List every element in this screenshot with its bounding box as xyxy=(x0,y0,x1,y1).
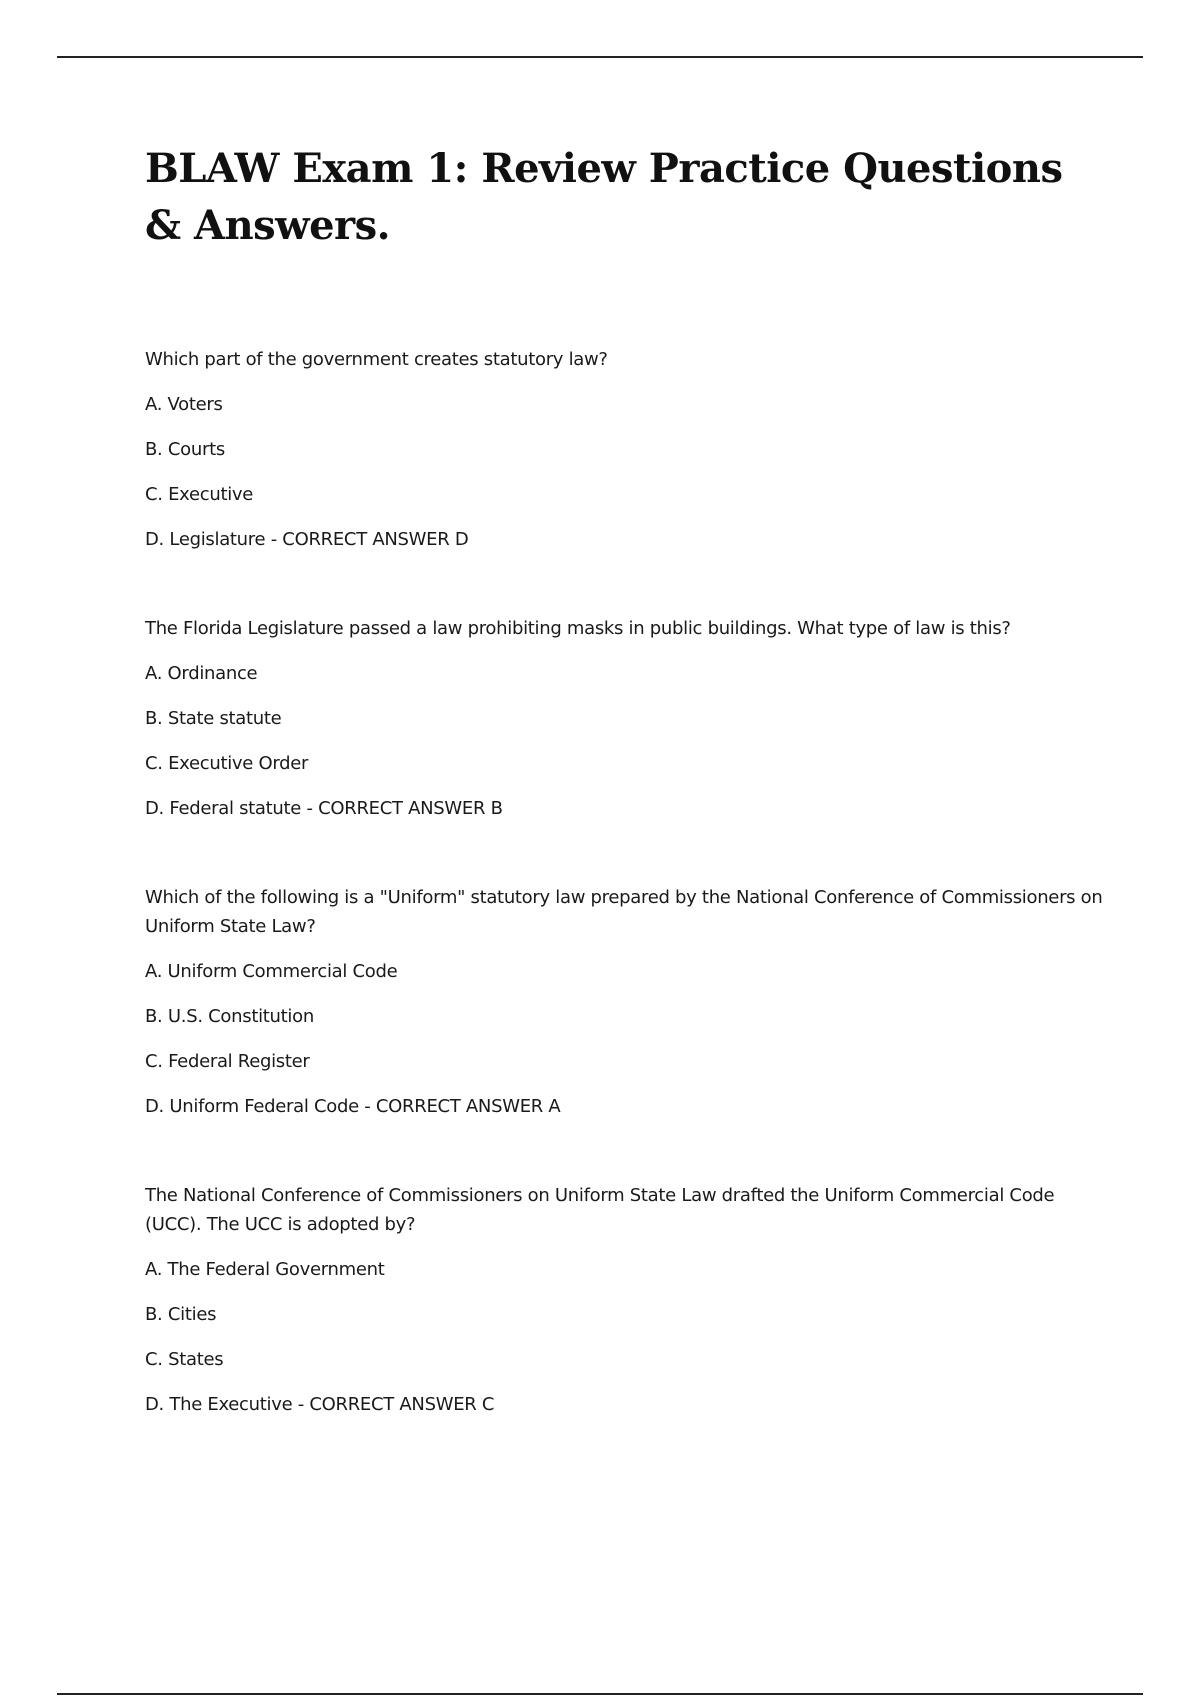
question-text: The Florida Legislature passed a law prohibiting masks in public buildings. What type of law is this? xyxy=(145,618,1011,639)
option-c: C. Executive xyxy=(145,484,254,505)
document-body xyxy=(145,140,1105,1479)
option-b: B. State statute xyxy=(145,708,282,729)
top-rule xyxy=(57,56,1143,58)
option-d-with-answer: D. Federal statute - CORRECT ANSWER B xyxy=(145,798,503,819)
option-a: A. Voters xyxy=(145,394,223,415)
question-4 xyxy=(145,1181,1105,1419)
option-c: C. Executive Order xyxy=(145,753,309,774)
option-b: B. U.S. Constitution xyxy=(145,1006,314,1027)
option-a: A. The Federal Government xyxy=(145,1259,385,1280)
question-2 xyxy=(145,614,1105,823)
option-a: A. Ordinance xyxy=(145,663,258,684)
document-title: BLAW Exam 1: Review Practice Questions & Answers. xyxy=(145,145,1063,249)
option-a: A. Uniform Commercial Code xyxy=(145,961,398,982)
question-3 xyxy=(145,883,1105,1121)
question-text: The National Conference of Commissioners on Uniform State Law drafted the Uniform Commercial Code (UCC). The UCC is adopted by? xyxy=(145,1185,1055,1235)
question-list xyxy=(145,345,1105,1419)
question-1 xyxy=(145,345,1105,554)
option-c: C. States xyxy=(145,1349,224,1370)
bottom-rule xyxy=(57,1693,1143,1695)
option-c: C. Federal Register xyxy=(145,1051,310,1072)
question-text: Which of the following is a "Uniform" statutory law prepared by the National Conference of Commissioners on Uniform State Law? xyxy=(145,887,1103,937)
option-d-with-answer: D. Uniform Federal Code - CORRECT ANSWER A xyxy=(145,1096,561,1117)
option-b: B. Courts xyxy=(145,439,225,460)
option-b: B. Cities xyxy=(145,1304,217,1325)
option-d-with-answer: D. Legislature - CORRECT ANSWER D xyxy=(145,529,469,550)
option-d-with-answer: D. The Executive - CORRECT ANSWER C xyxy=(145,1394,495,1415)
question-text: Which part of the government creates statutory law? xyxy=(145,349,608,370)
